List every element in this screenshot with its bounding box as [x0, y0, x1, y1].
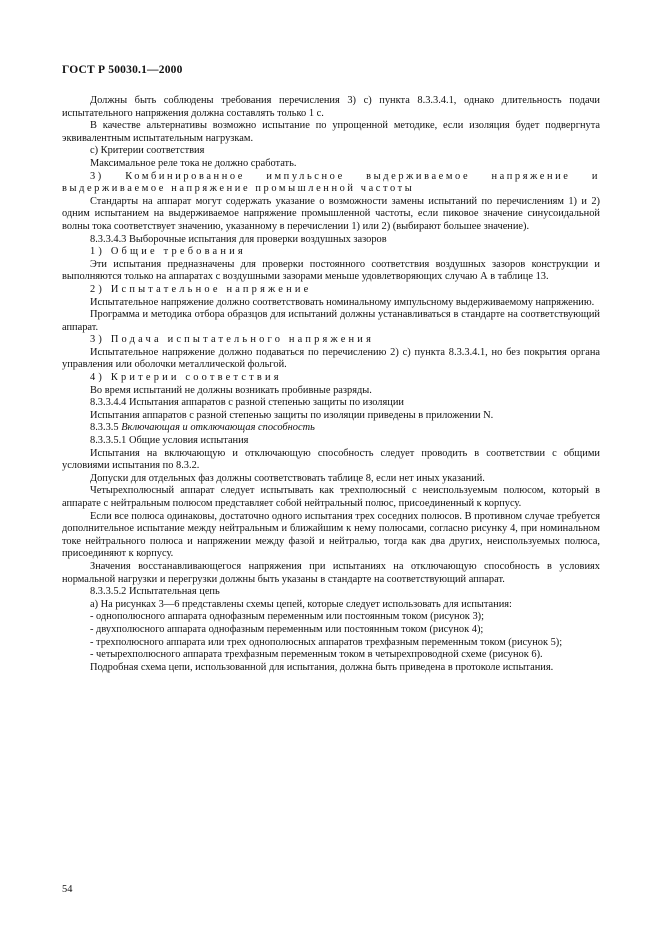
document-code-header: ГОСТ Р 50030.1—2000 — [62, 64, 183, 76]
section-number: 8.3.3.5 — [90, 422, 119, 434]
paragraph: Если все полюса одинаковы, достаточно одного испытания трех соседних полюсов. В противном случае требуется дополнительное испытание между нейтральным и ближайшим к нему полюсами, согласно рисунку 4, при номинальном токе нейтрального полюса и напряжении между фазой и нейтралью, тогда как два других, неиспользуемых полюса, присоединяют к корпусу. — [62, 510, 600, 560]
paragraph: Эти испытания предназначены для проверки постоянного соответствия воздушных зазоров конструкции и выполняются только на аппаратах с воздушными зазорами меньше удовлетворяющих случаю А в таблице 13. — [62, 258, 600, 283]
section-heading: 8.3.3.4.4 Испытания аппаратов с разной степенью защиты по изоляции — [90, 397, 404, 409]
section-heading — [62, 422, 600, 435]
paragraph: а) На рисунках 3—6 представлены схемы цепей, которые следует использовать для испытания: — [90, 598, 512, 610]
paragraph: Стандарты на аппарат могут содержать указание о возможности замены испытаний по перечислениям 1) и 2) одним испытанием на выдерживаемое напряжение промышленной частоты, если пиковое значение синусоидальной волны тока соответствует значению, указанному в перечислении 1) или 2) (выбирают большее значение). — [62, 195, 600, 232]
section-title: Включающая и отключающая способность — [121, 422, 315, 434]
paragraph: Должны быть соблюдены требования перечисления 3) с) пункта 8.3.3.4.1, однако длительность подачи испытательного напряжения должна составлять только 1 с. — [62, 95, 600, 119]
paragraph: Испытательное напряжение должно соответствовать номинальному импульсному выдерживаемому напряжению. — [90, 296, 595, 308]
spaced-subheading: 2) Испытательное напряжение — [90, 283, 312, 295]
paragraph: Программа и методика отбора образцов для испытаний должны устанавливаться в стандарте на соответствующий аппарат. — [62, 309, 600, 333]
list-item: - трехполюсного аппарата или трех однополюсных аппаратов трехфазным переменным током (рисунок 5); — [90, 636, 563, 648]
paragraph: Значения восстанавливающегося напряжения при испытаниях на отключающую способность в условиях нормальной нагрузки и перегрузки должны быть указаны в стандарте на соответствующий аппарат. — [62, 560, 600, 585]
spaced-subheading: 1) Общие требования — [90, 246, 246, 258]
section-heading: 8.3.3.5.2 Испытательная цепь — [90, 586, 220, 598]
list-item: - однополюсного аппарата однофазным переменным или постоянным током (рисунок 3); — [90, 611, 484, 623]
paragraph: Испытания на включающую и отключающую способность следует проводить в соответствии с общими условиями испытания по 8.3.2. — [62, 447, 600, 472]
page-number: 54 — [62, 884, 73, 895]
paragraph: Испытательное напряжение должно подаваться по перечислению 2) с) пункта 8.3.3.4.1, но без покрытия органа управления или оболочки металлической фольгой. — [62, 346, 600, 371]
paragraph: Подробная схема цепи, использованной для испытания, должна быть приведена в протоколе испытания. — [90, 661, 554, 673]
paragraph: Максимальное реле тока не должно сработать. — [90, 157, 297, 169]
paragraph: В качестве альтернативы возможно испытание по упрощенной методике, если изоляция будет подвергнута эквивалентным испытательным нагрузкам. — [62, 120, 600, 144]
list-item: - четырехполюсного аппарата трехфазным переменным током в четырехпроводной схеме (рисунок 6). — [90, 649, 543, 661]
paragraph: Во время испытаний не должны возникать пробивные разряды. — [90, 384, 372, 396]
spaced-subheading: 3) Подача испытательного напряжения — [90, 334, 375, 346]
section-heading: 8.3.3.5.1 Общие условия испытания — [90, 435, 249, 447]
paragraph: Четырехполюсный аппарат следует испытывать как трехполюсный с неиспользуемым полюсом, который в аппарате с нейтральным полюсом представляет собой нейтральный полюс, присоединенный к корпусу. — [62, 485, 600, 509]
section-heading: 8.3.3.4.3 Выборочные испытания для проверки воздушных зазоров — [90, 233, 387, 245]
spaced-subheading: 3) Комбинированное импульсное выдерживаемое напряжение и выдерживаемое напряжение промышленной частоты — [62, 170, 600, 195]
paragraph: Испытания аппаратов с разной степенью защиты по изоляции приведены в приложении N. — [90, 409, 494, 421]
spaced-subheading: 4) Критерии соответствия — [90, 372, 282, 384]
subheading: c) Критерии соответствия — [90, 145, 205, 157]
list-item: - двухполюсного аппарата однофазным переменным или постоянным током (рисунок 4); — [90, 623, 484, 635]
paragraph: Допуски для отдельных фаз должны соответствовать таблице 8, если нет иных указаний. — [90, 472, 485, 484]
page-body — [62, 95, 600, 674]
